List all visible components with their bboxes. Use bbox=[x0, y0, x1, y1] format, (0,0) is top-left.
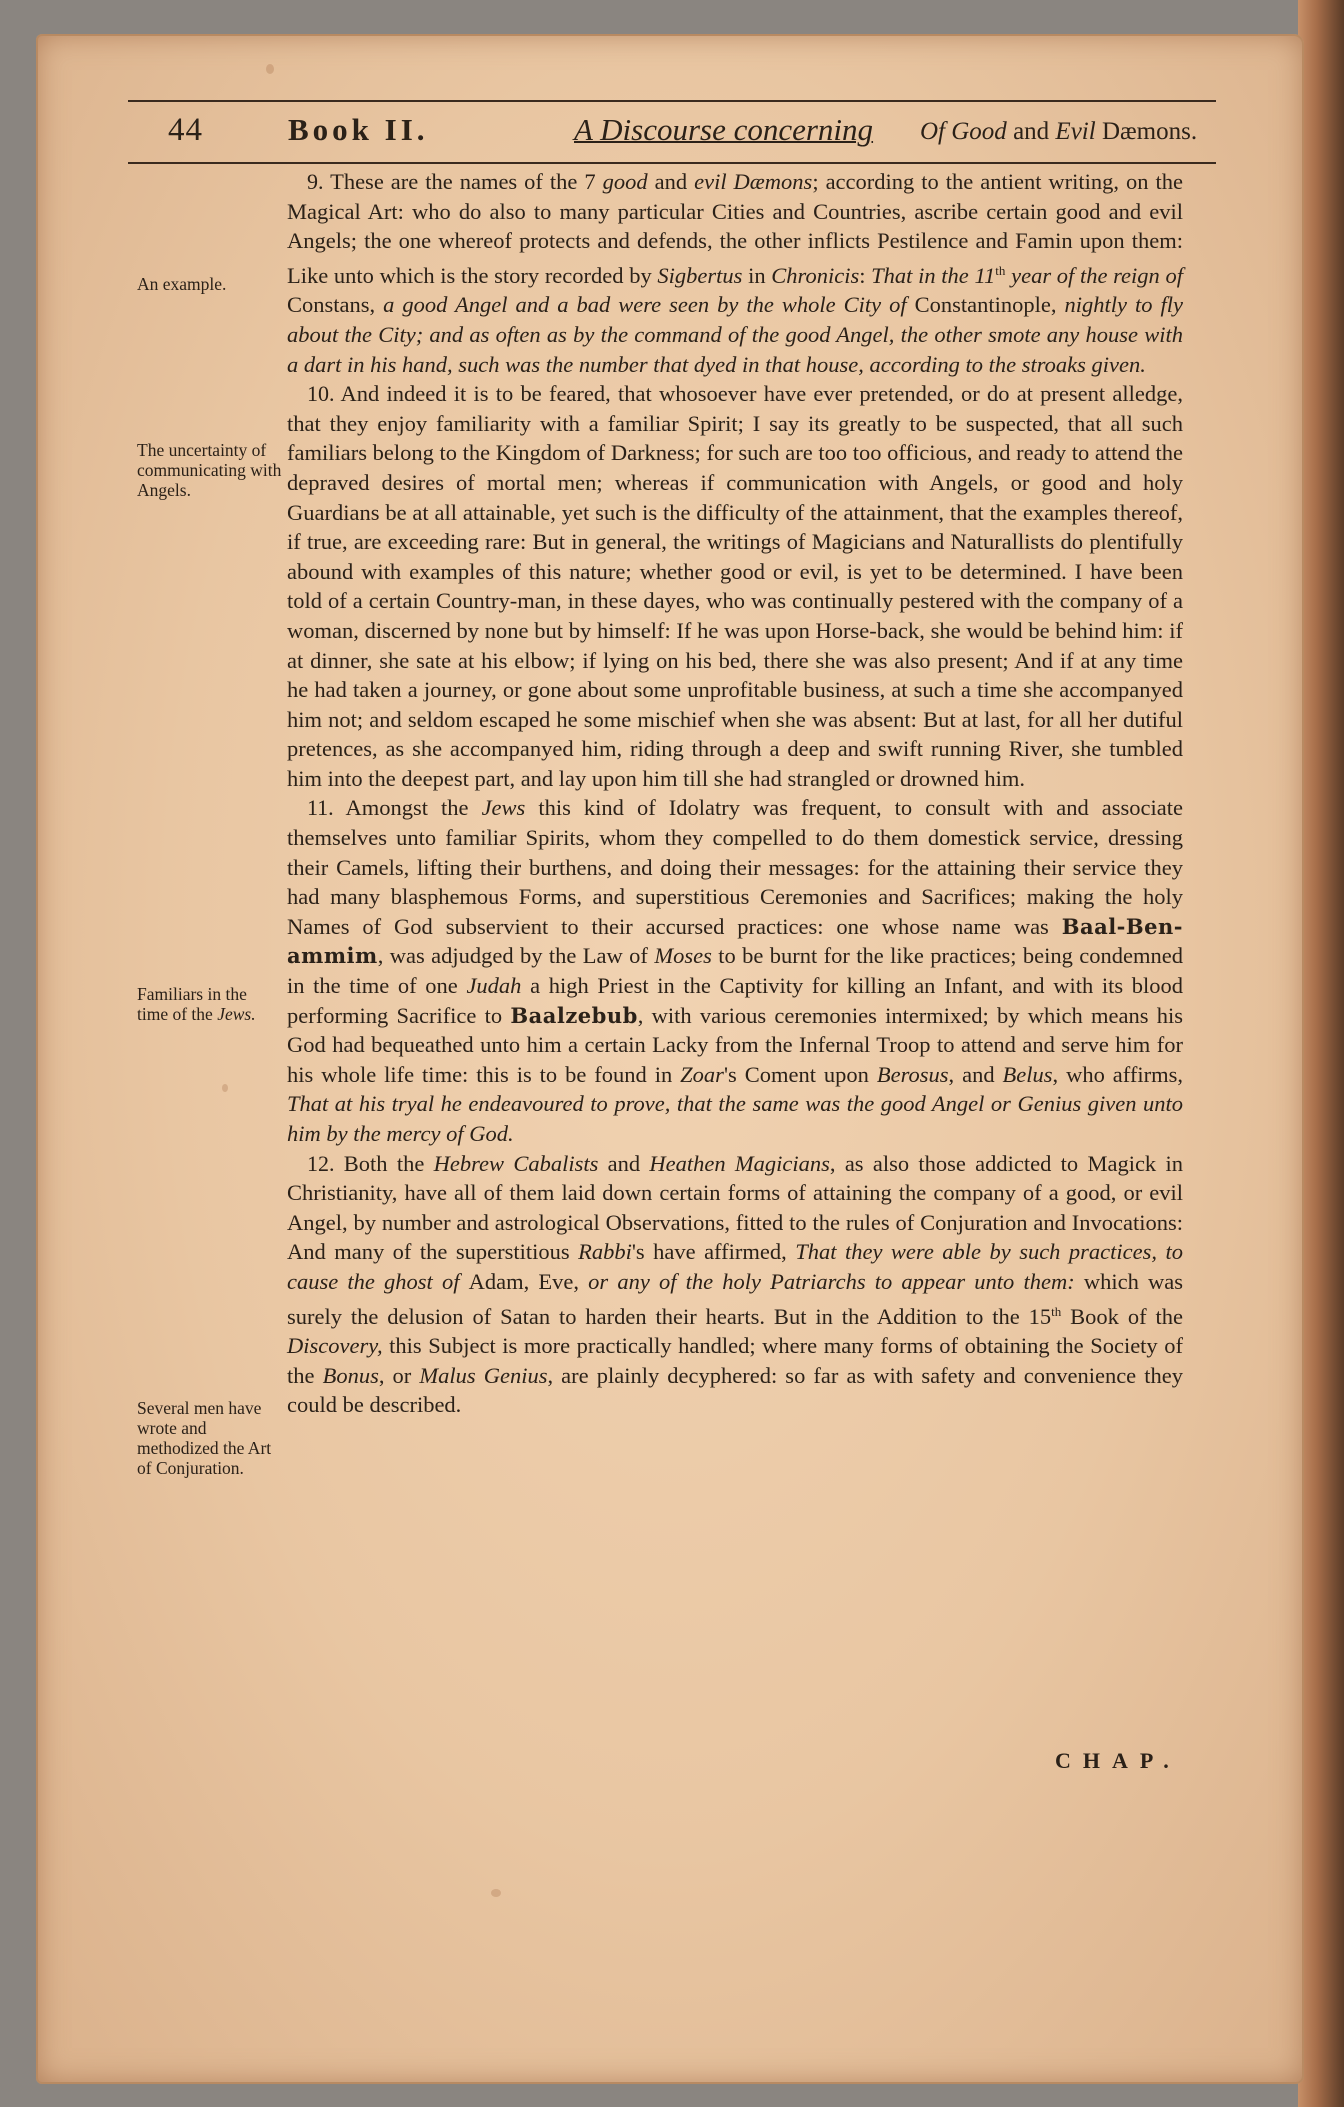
running-title: A Discourse concerning bbox=[574, 112, 874, 147]
paragraph-12: 12. Both the Hebrew Cabalists and Heathen Magicians, as also those addicted to Magick in Christianity, have all of them laid down certain forms of attaining the company of a good, or evil Angel, by number and astrological Observations, fitted to the rules of Conjuration and Invocations: And many of the superstitious Rabbi's have affirmed, That they were able by such practices, to cause the ghost of Adam, Eve, or any of the holy Patriarchs to appear unto them: which was surely the delusion of Satan to harden their hearts. But in the Addition to the 15th Book of the Discovery, this Subject is more practically handled; where many forms of obtaining the Society of the Bonus, or Malus Genius, are plainly decyphered: so far as with safety and convenience they could be described. bbox=[287, 1150, 1183, 1418]
margin-note-example: An example. bbox=[137, 274, 227, 294]
paper-spot bbox=[266, 64, 274, 74]
paragraph-11: 11. Amongst the Jews this kind of Idolatry was frequent, to consult with and associate themselves unto familiar Spirits, whom they compelled to do them domestick service, dressing their Camels, lifting their burthens, and doing their messages: for the attaining their service they had many blasphemous Forms, and superstitious Ceremonies and Sacrifices; making the holy Names of God subservient to their accursed practices: one whose name was Baal-Ben-ammim, was adjudged by the Law of Moses to be burnt for the like practices; being condemned in the time of one Judah a high Priest in the Captivity for killing an Infant, and with its blood performing Sacrifice to Baalzebub, with various ceremonies intermixed; by which means his God had bequeathed unto him a certain Lacky from the Infernal Troop to attend and serve him for his whole life time: this is to be found in Zoar's Coment upon Berosus, and Belus, who affirms, That at his tryal he endeavoured to prove, that the same was the good Angel or Genius given unto him by the mercy of God. bbox=[287, 795, 1184, 1146]
margin-note-familiars: Familiars in the time of the Jews. bbox=[137, 984, 256, 1024]
paper-spot bbox=[491, 1889, 501, 1897]
book-label: Book II. bbox=[288, 112, 429, 147]
margin-note-conjuration: Several men have wrote and methodized the Art of Conjuration. bbox=[137, 1398, 272, 1478]
page-number: 44 bbox=[168, 112, 203, 148]
header-bottom-rule bbox=[128, 162, 1216, 164]
paragraph-9: 9. These are the names of the 7 good and evil Dæmons; according to the antient writing, on the Magical Art: who do also to many particular Cities and Countries, ascribe certain good and evil Angels; the one whereof protects and defends, the other inflicts Pestilence and Famin upon them: Like unto which is the story recorded by Sigbertus in Chronicis: That in the 11th year of the reign of Constans, a good Angel and a bad were seen by the whole City of Constantinople, nightly to fly about the City; and as often as by the command of the good Angel, the other smote any house with a dart in his hand, such was the number that dyed in that house, according to the stroaks given. bbox=[287, 169, 1184, 377]
body-text bbox=[287, 167, 1183, 1420]
paper-spot bbox=[222, 1084, 228, 1092]
running-subtitle: Of Good and Evil Dæmons. bbox=[920, 118, 1198, 145]
book-spine-edge bbox=[1298, 0, 1344, 2107]
catchword: CHAP. bbox=[1055, 1748, 1181, 1773]
paragraph-10: 10. And indeed it is to be feared, that whosoever have ever pretended, or do at present alledge, that they enjoy familiarity with a familiar Spirit; I say its greatly to be suspected, that all such familiars belong to the Kingdom of Darkness; for such are too too officious, and ready to attend the depraved desires of mortal men; whereas if communication with Angels, or good and holy Guardians be at all attainable, yet such is the difficulty of the attainment, that the examples thereof, if true, are exceeding rare: But in general, the writings of Magicians and Naturallists do plentifully abound with examples of this nature; whether good or evil, is yet to be determined. I have been told of a certain Country-man, in these dayes, who was continually pestered with the company of a woman, discerned by none but by himself: If he was upon Horse-back, she would be behind him: if at dinner, she sate at his elbow; if lying on his bed, there she was also present; And if at any time he had taken a journey, or gone about some unprofitable business, at such a time she accompanyed him not; and seldom escaped he some mischief when she was absent: But at last, for all her dutiful pretences, as she accompanyed him, riding through a deep and swift running River, she tumbled him into the deepest part, and lay upon him till she had strangled or drowned him. bbox=[287, 381, 1183, 791]
margin-note-uncertainty: The uncertainty of communicating with Angels. bbox=[137, 440, 282, 500]
header-top-rule bbox=[128, 100, 1216, 102]
